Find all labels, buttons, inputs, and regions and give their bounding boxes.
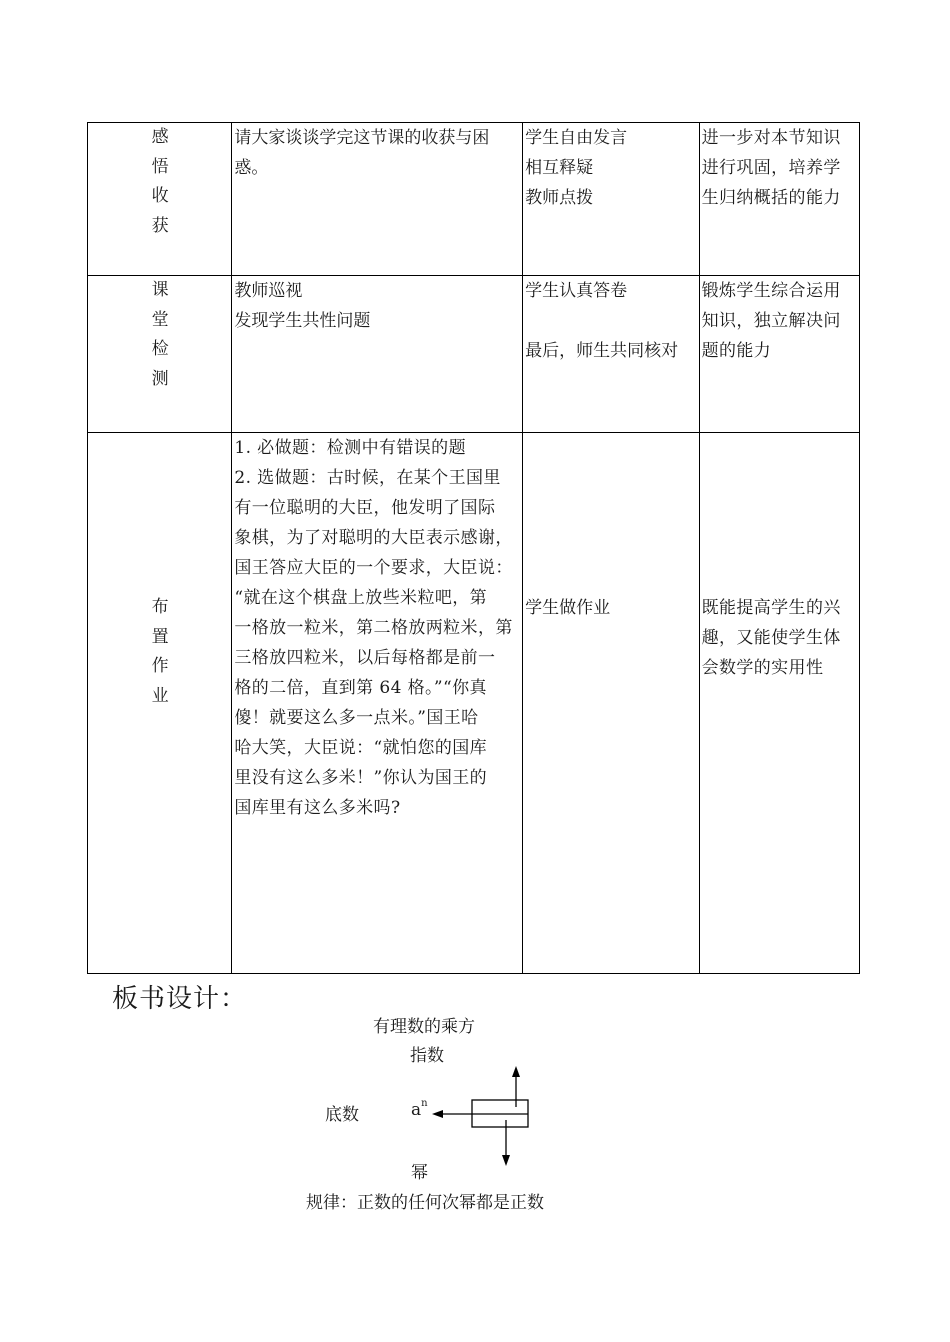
goal-cell [699,433,859,974]
activity-line: 有一位聪明的大臣，他发明了国际 [234,498,496,518]
goal-line: 题的能力 [701,341,772,361]
student-cell [523,433,699,974]
activity-cell [232,276,523,433]
student-line: 教师点拨 [525,188,594,208]
stage-char: 堂 [151,309,169,330]
activity-line: 惑。 [234,158,269,178]
activity-line: 教师巡视 [234,281,303,301]
table-row [88,433,860,974]
student-line: 学生做作业 [525,598,611,618]
board-design-title: 板书设计： [112,984,248,1014]
power-base: a [411,1100,422,1120]
goal-line: 锻炼学生综合运用 [701,281,841,301]
activity-line: 发现学生共性问题 [234,311,371,331]
goal-line: 会数学的实用性 [701,658,824,678]
activity-line: 2. 选做题：古时候，在某个王国里 [234,468,501,488]
arrow-down-icon [502,1155,510,1166]
stage-cell [88,433,232,974]
activity-line: 请大家谈谈学完这节课的收获与困 [234,128,490,148]
goal-line: 趣，又能使学生体 [701,628,841,648]
arrow-left-icon [432,1110,443,1118]
student-line [525,306,697,336]
activity-line: 一格放一粒米，第二格放两粒米，第 [234,618,513,638]
goal-line: 进一步对本节知识 [701,128,841,148]
base-label: 底数 [325,1105,359,1125]
power-diagram [400,1060,540,1170]
stage-char: 置 [151,626,169,647]
exponent-label: 指数 [410,1046,444,1066]
power-label: 幂 [411,1163,428,1183]
stage-cell [88,123,232,276]
activity-line: 国库里有这么多米吗? [234,798,401,818]
stage-char: 测 [151,368,169,389]
stage-char: 感 [151,127,169,147]
stage-char: 作 [151,656,169,676]
activity-line: 1. 必做题：检测中有错误的题 [234,438,466,458]
activity-line: 格的二倍，直到第 64 格。”“你真 [234,678,487,698]
student-line: 相互释疑 [525,158,594,178]
goal-line: 既能提高学生的兴 [701,598,841,618]
activity-cell [232,433,523,974]
student-cell [523,276,699,433]
activity-line: 国王答应大臣的一个要求，大臣说： [234,558,513,578]
stage-char: 收 [151,186,169,206]
student-line: 学生认真答卷 [525,281,628,301]
student-line: 最后，师生共同核对 [525,341,679,361]
arrow-up-icon [512,1066,520,1077]
stage-char: 获 [151,215,169,236]
board-heading: 有理数的乘方 [373,1017,475,1037]
table-row [88,276,860,433]
stage-char: 检 [151,339,169,359]
activity-line: 三格放四粒米，以后每格都是前一 [234,648,496,668]
stage-char: 业 [151,685,169,706]
stage-char: 悟 [151,156,169,177]
table-row [88,123,860,276]
activity-line: 象棋，为了对聪明的大臣表示感谢， [234,528,513,548]
board-rule: 规律：正数的任何次幂都是正数 [306,1193,544,1213]
stage-cell [88,276,232,433]
activity-line: “就在这个棋盘上放些米粒吧，第 [234,588,488,608]
goal-line: 知识，独立解决问 [701,311,841,331]
goal-line: 进行巩固，培养学 [701,158,841,178]
goal-cell [699,123,859,276]
activity-line: 傻！就要这么多一点米。”国王哈 [234,708,479,728]
activity-line: 哈大笑，大臣说：“就怕您的国库 [234,738,488,758]
activity-cell [232,123,523,276]
power-exponent: n [421,1098,428,1110]
lesson-plan-table [87,122,860,974]
stage-char: 布 [151,597,169,617]
student-line: 学生自由发言 [525,128,628,148]
goal-line: 生归纳概括的能力 [701,188,841,208]
goal-cell [699,276,859,433]
activity-line: 里没有这么多米！”你认为国王的 [234,768,488,788]
student-cell [523,123,699,276]
stage-char: 课 [151,280,169,300]
